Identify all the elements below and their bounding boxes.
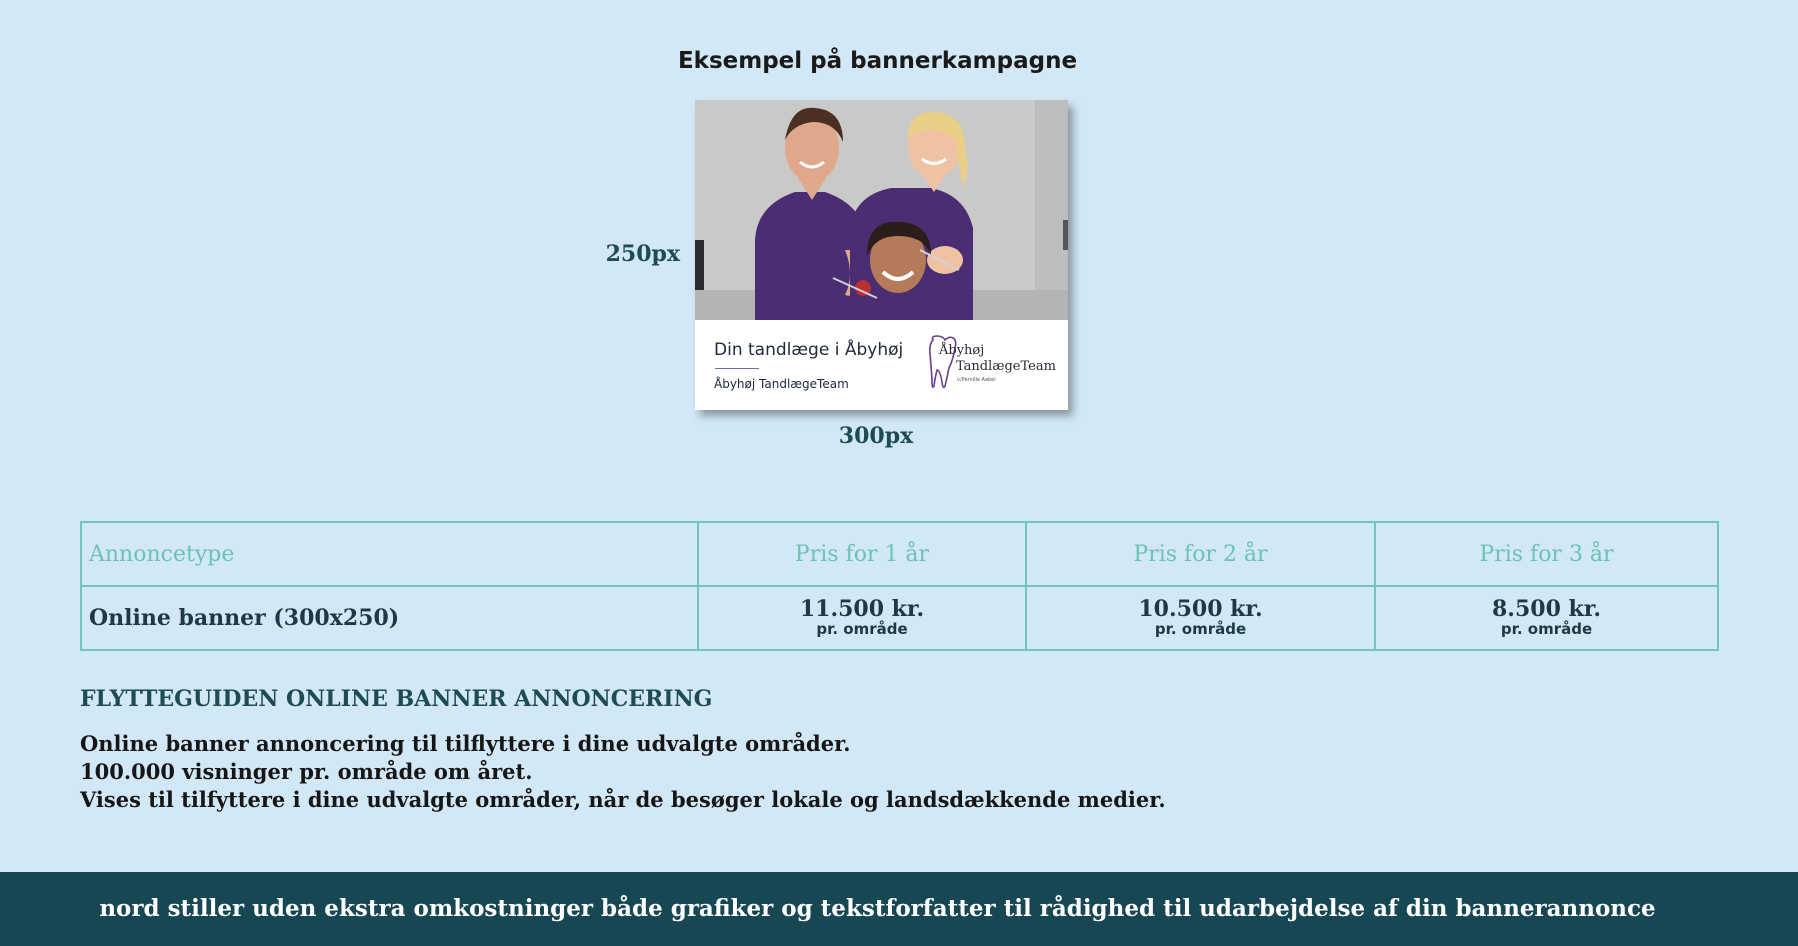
header-price-3-years: Pris for 3 år <box>1375 522 1718 586</box>
price-amount: 8.500 kr. <box>1491 596 1602 622</box>
footer-bar <box>0 872 1798 946</box>
clinic-logo <box>927 334 1057 392</box>
price-cell-3-years <box>1375 586 1718 650</box>
description-line: Vises til tilfyttere i dine udvalgte områder, når de besøger lokale og landsdækkende medier. <box>80 787 1166 812</box>
price-unit: pr. område <box>816 620 908 638</box>
example-title: Eksempel på bannerkampagne <box>677 48 1078 74</box>
price-table <box>80 521 1719 651</box>
header-price-2-years: Pris for 2 år <box>1026 522 1375 586</box>
logo-line-3: v/Pernille Aabel <box>957 377 996 383</box>
price-unit: pr. område <box>1154 620 1247 638</box>
banner-width-label: 300px <box>838 423 914 449</box>
header-annoncetype: Annoncetype <box>81 522 698 586</box>
banner-photo <box>695 100 1068 320</box>
price-table-header-row <box>81 522 1718 586</box>
banner-headline: Din tandlæge i Åbyhøj <box>714 340 904 360</box>
description-text <box>80 730 1166 814</box>
banner-subline: Åbyhøj TandlægeTeam <box>714 377 849 391</box>
header-price-1-year: Pris for 1 år <box>698 522 1026 586</box>
example-banner <box>695 100 1068 410</box>
description-line: 100.000 visninger pr. område om året. <box>80 759 533 784</box>
logo-line-1: Åbyhøj <box>939 343 985 358</box>
price-cell-1-year <box>698 586 1026 650</box>
banner-footer <box>695 320 1068 410</box>
ad-type-cell: Online banner (300x250) <box>81 586 698 650</box>
banner-divider <box>715 368 759 369</box>
footer-text: nord stiller uden ekstra omkostninger både grafiker og tekstforfatter til rådighed til udarbejdelse af din bannerannonce <box>99 895 1656 922</box>
price-cell-2-years <box>1026 586 1375 650</box>
description-line: Online banner annoncering til tilflyttere i dine udvalgte områder. <box>80 731 851 756</box>
price-unit: pr. område <box>1500 620 1593 638</box>
logo-line-2: TandlægeTeam <box>956 359 1056 374</box>
price-amount: 10.500 kr. <box>1138 596 1263 622</box>
table-row <box>81 586 1718 650</box>
section-heading: FLYTTEGUIDEN ONLINE BANNER ANNONCERING <box>80 686 713 712</box>
dental-staff-photo <box>695 100 1068 320</box>
price-amount: 11.500 kr. <box>799 596 925 622</box>
banner-height-label: 250px <box>605 241 680 267</box>
